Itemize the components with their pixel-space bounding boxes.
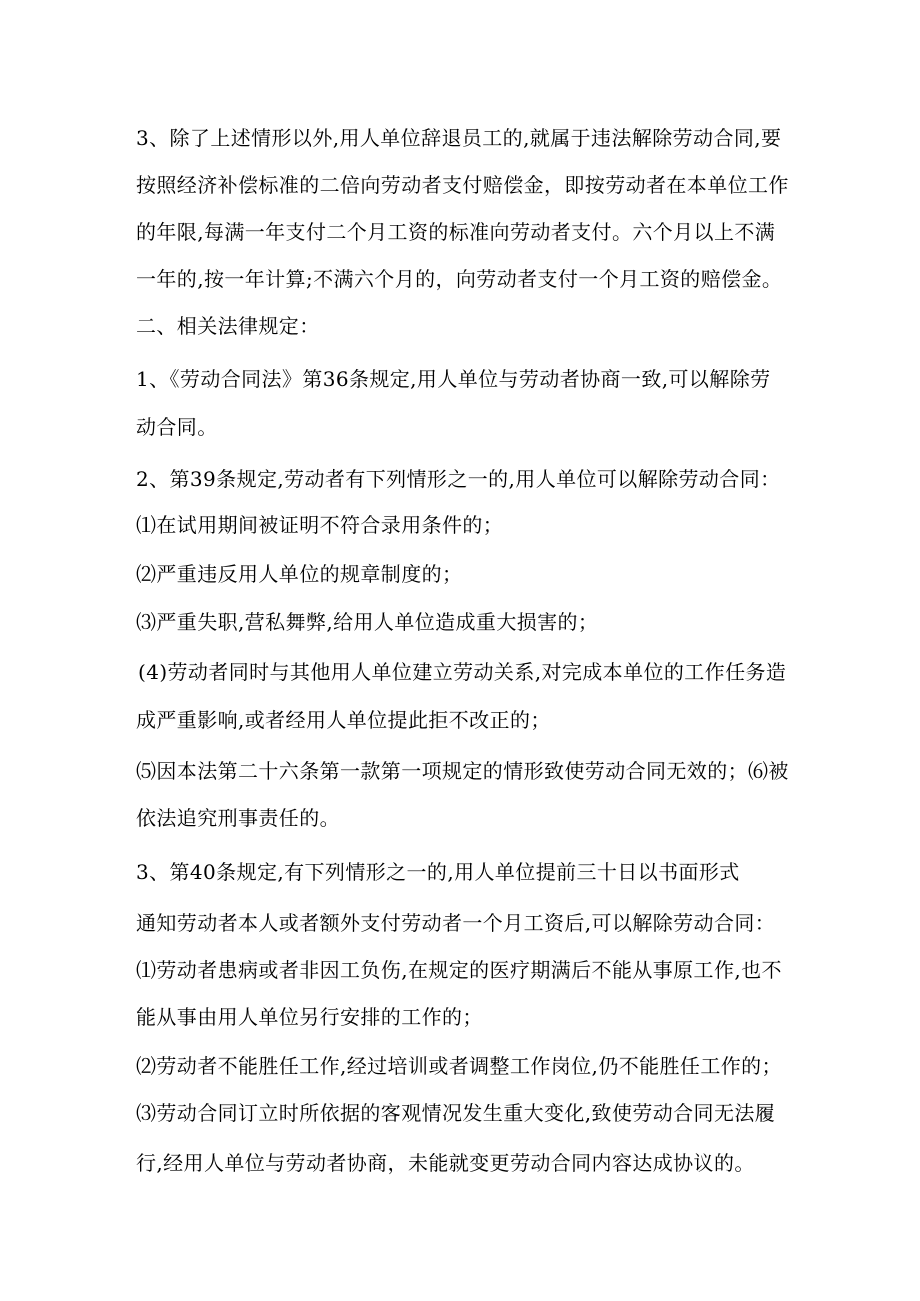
- list-item-continuation: 行,经用人单位与劳动者协商，未能就变更劳动合同内容达成协议的。: [136, 1151, 755, 1175]
- list-item: ⑵劳动者不能胜任工作,经过培训或者调整工作岗位,仍不能胜任工作的；: [136, 1054, 782, 1078]
- paragraph-line: 一年的,按一年计算;不满六个月的，向劳动者支付一个月工资的赔偿金。: [136, 267, 783, 291]
- section-heading: 二、相关法律规定：: [136, 314, 320, 338]
- paragraph-line: 的年限,每满一年支付二个月工资的标准向劳动者支付。六个月以上不满: [136, 220, 776, 244]
- list-item-continuation: 依法追究刑事责任的。: [136, 806, 340, 830]
- paragraph-line: 1、《劳动合同法》第36条规定,用人单位与劳动者协商一致,可以解除劳: [136, 367, 771, 391]
- list-item-continuation: 能从事由用人单位另行安排的工作的；: [136, 1005, 483, 1029]
- list-item: ⑴在试用期间被证明不符合录用条件的；: [136, 513, 504, 537]
- list-item-continuation: 成严重影响,或者经用人单位提此拒不改正的；: [136, 708, 551, 732]
- paragraph-line: 动合同。: [136, 415, 218, 439]
- paragraph-line: 2、第39条规定,劳动者有下列情形之一的,用人单位可以解除劳动合同：: [136, 467, 781, 491]
- paragraph-line: 通知劳动者本人或者额外支付劳动者一个月工资后,可以解除劳动合同：: [136, 911, 776, 935]
- paragraph-line: 按照经济补偿标准的二倍向劳动者支付赔偿金，即按劳动者在本单位工作: [136, 173, 789, 197]
- paragraph-line: 3、除了上述情形以外,用人单位辞退员工的,就属于违法解除劳动合同,要: [136, 126, 782, 150]
- list-item: (4)劳动者同时与其他用人单位建立劳动关系,对完成本单位的工作任务造: [138, 660, 787, 684]
- list-item: ⑵严重违反用人单位的规章制度的；: [136, 562, 463, 586]
- list-item: ⑶严重失职,营私舞弊,给用人单位造成重大损害的；: [136, 610, 599, 634]
- paragraph-line: 3、第40条规定,有下列情形之一的,用人单位提前三十日以书面形式: [136, 860, 740, 884]
- list-item: ⑸因本法第二十六条第一款第一项规定的情形致使劳动合同无效的；⑹被: [136, 759, 789, 783]
- list-item: ⑶劳动合同订立时所依据的客观情况发生重大变化,致使劳动合同无法履: [136, 1101, 776, 1125]
- list-item: ⑴劳动者患病或者非因工负伤,在规定的医疗期满后不能从事原工作,也不: [136, 958, 782, 982]
